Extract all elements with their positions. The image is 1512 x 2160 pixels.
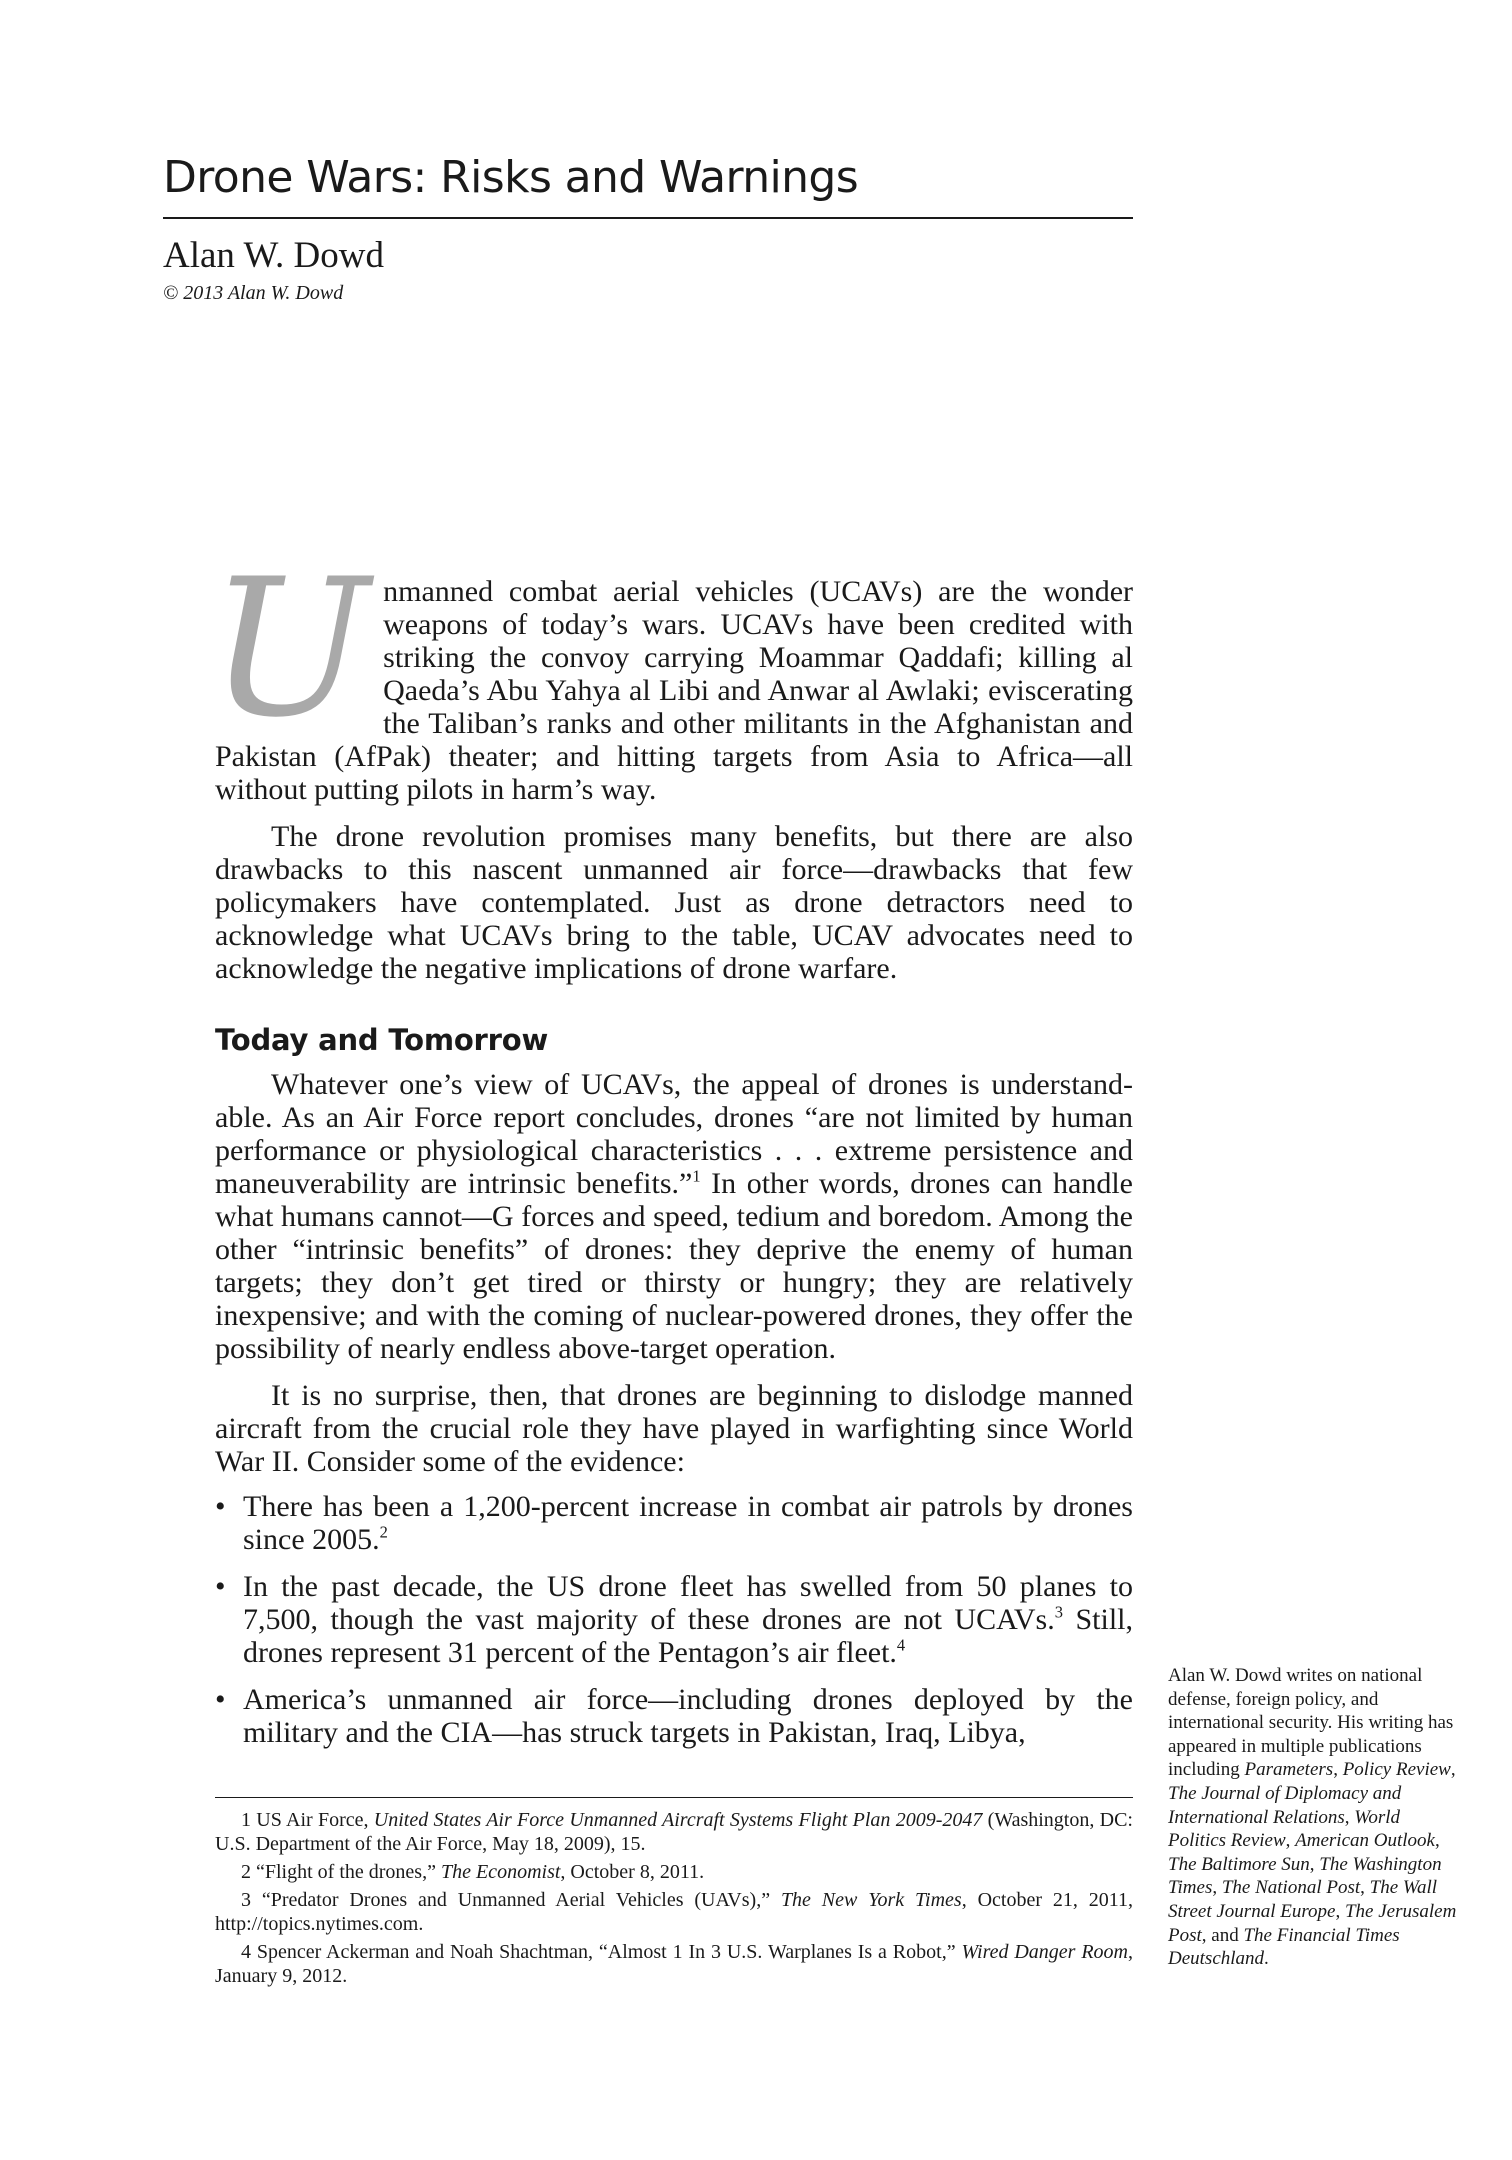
drop-cap: U	[209, 538, 370, 759]
separator: ,	[1285, 1830, 1296, 1852]
publication-name: The National Post	[1221, 1877, 1361, 1899]
article-body	[209, 538, 1133, 1763]
footnote-ref-1: 1	[692, 1166, 701, 1186]
footnote-source-title: Wired Danger Room	[961, 1941, 1128, 1963]
intro-paragraph-1	[209, 538, 1133, 806]
publication-name: The Washington Times	[1168, 1853, 1442, 1899]
list-item	[215, 1683, 1133, 1749]
separator: ,	[1434, 1830, 1440, 1852]
separator: ,	[1344, 1806, 1355, 1828]
article-title: Drone Wars: Risks and Warnings	[163, 152, 859, 203]
footnote-ref: 2	[379, 1522, 388, 1542]
separator: ,	[1333, 1759, 1343, 1781]
footnote-source-title: United States Air Force Unmanned Aircraft Systems Flight Plan 2009-2047	[373, 1809, 983, 1831]
separator: ,	[1360, 1877, 1370, 1899]
list-item-text: In the past decade, the US drone fleet has swelled from 50 planes to 7,500, though the vast majority of these drones are not UCAVs.	[243, 1570, 1133, 1636]
footnote-source-title: The Economist	[440, 1861, 561, 1883]
list-item	[215, 1570, 1133, 1669]
separator: .	[1264, 1948, 1269, 1970]
footnote-text: 2 “Flight of the drones,”	[241, 1861, 441, 1883]
section-paragraph-1	[215, 1068, 1133, 1365]
publication-name: Parameters	[1244, 1759, 1334, 1781]
intro-paragraph-1-text: nmanned combat aerial vehicles (UCAVs) are the wonder weapons of today’s wars. UCAVs have been credited with striking the convoy carrying Moammar Qaddafi; killing al Qaeda’s Abu Yahya al Libi and Anwar al Awlaki; eviscerating the Taliban’s ranks and other militants in the Afghanistan and Pakistan (AfPak) theater; and hitting targets from Asia to Africa—all without putting pilots in harm’s way.	[215, 575, 1133, 806]
publication-name: Policy Review	[1342, 1759, 1451, 1781]
footnote-source-title: The New York Times	[780, 1889, 962, 1911]
separator: ,	[1212, 1877, 1222, 1899]
list-item-text-cont: Still, drones represent 31 percent of the Pentagon’s air fleet.	[243, 1603, 1133, 1669]
publication-name: American Outlook	[1295, 1830, 1435, 1852]
footnote-text: 4 Spencer Ackerman and Noah Shachtman, “Almost 1 In 3 U.S. Warplanes Is a Robot,”	[241, 1941, 962, 1963]
footnotes	[215, 1808, 1133, 1992]
section-heading: Today and Tomorrow	[215, 1023, 549, 1057]
footnote-text: , October 21, 2011, http://topics.nytimes.com.	[215, 1889, 1133, 1935]
publication-name: The Jerusalem Post	[1168, 1900, 1457, 1946]
footnote-text: 3 “Predator Drones and Unmanned Aerial Vehicles (UAVs),”	[241, 1889, 781, 1911]
author-name: Alan W. Dowd	[163, 235, 384, 276]
evidence-list	[215, 1490, 1133, 1749]
footnote	[215, 1808, 1133, 1856]
footnote-ref: 4	[896, 1635, 906, 1655]
separator: ,	[1450, 1759, 1456, 1781]
list-item-text: There has been a 1,200-percent increase in combat air patrols by drones since 2005.	[243, 1490, 1133, 1556]
author-bio-sidebar	[1168, 1664, 1460, 1971]
section-paragraph-2: It is no surprise, then, that drones are beginning to dislodge manned aircraft from the crucial role they have played in warfighting since World War II. Consider some of the evidence:	[215, 1379, 1133, 1478]
copyright-line: © 2013 Alan W. Dowd	[163, 282, 344, 304]
separator: ,	[1309, 1853, 1320, 1875]
author-bio	[1168, 1664, 1460, 1971]
publication-name: The Baltimore Sun	[1168, 1853, 1310, 1875]
footnote	[215, 1860, 1133, 1884]
footnote-ref: 3	[1054, 1602, 1063, 1622]
footnote	[215, 1888, 1133, 1936]
section-paragraph-1-text-b: In other words, drones can handle what humans cannot—G forces and speed, tedium and boredom. Among the other “intrinsic benefits” of drones: they deprive the enemy of human targets; they don’t get tired or thirsty or hungry; they are relatively inexpensive; and with the coming of nuclear-powered drones, they offer the possibility of nearly endless above-target operation.	[215, 1167, 1133, 1365]
list-item-text: America’s unmanned air force—including drones deployed by the military and the CIA—has struck targets in Pakistan, Iraq, Libya,	[243, 1683, 1133, 1749]
publication-name: The Journal of Diplomacy and International Relations	[1168, 1782, 1402, 1828]
list-item	[215, 1490, 1133, 1556]
separator: ,	[1335, 1900, 1345, 1922]
footnote-text: 1 US Air Force,	[241, 1809, 374, 1831]
publication-name: The Financial Times Deutschland	[1168, 1924, 1400, 1970]
author-bio-lead: Alan W. Dowd writes on national defense, foreign policy, and international security. His writing has appeared in multiple publications including	[1168, 1665, 1454, 1781]
footnote-rule	[215, 1797, 1133, 1798]
title-rule	[163, 217, 1133, 219]
footnote-text: (Washington, DC: U.S. Department of the Air Force, May 18, 2009), 15.	[215, 1809, 1133, 1855]
footnote-text: , January 9, 2012.	[215, 1941, 1133, 1987]
separator: , and	[1201, 1924, 1244, 1946]
intro-paragraph-2: The drone revolution promises many benefits, but there are also drawbacks to this nascent unmanned air force—drawbacks that few policymakers have contemplated. Just as drone detractors need to acknowledge what UCAVs bring to the table, UCAV advocates need to acknowledge the negative implications of drone warfare.	[215, 820, 1133, 985]
footnote	[215, 1940, 1133, 1988]
section-paragraph-1-text-a: Whatever one’s view of UCAVs, the appeal of drones is understandable. As an Air Force report concludes, drones “are not limited by human performance or physiological characteristics . . . extreme persistence and maneuverability are intrinsic benefits.”	[215, 1068, 1133, 1200]
publication-name: The Wall Street Journal Europe	[1168, 1877, 1438, 1922]
publication-name: World Politics Review	[1168, 1806, 1401, 1852]
footnote-text: , October 8, 2011.	[560, 1861, 705, 1883]
